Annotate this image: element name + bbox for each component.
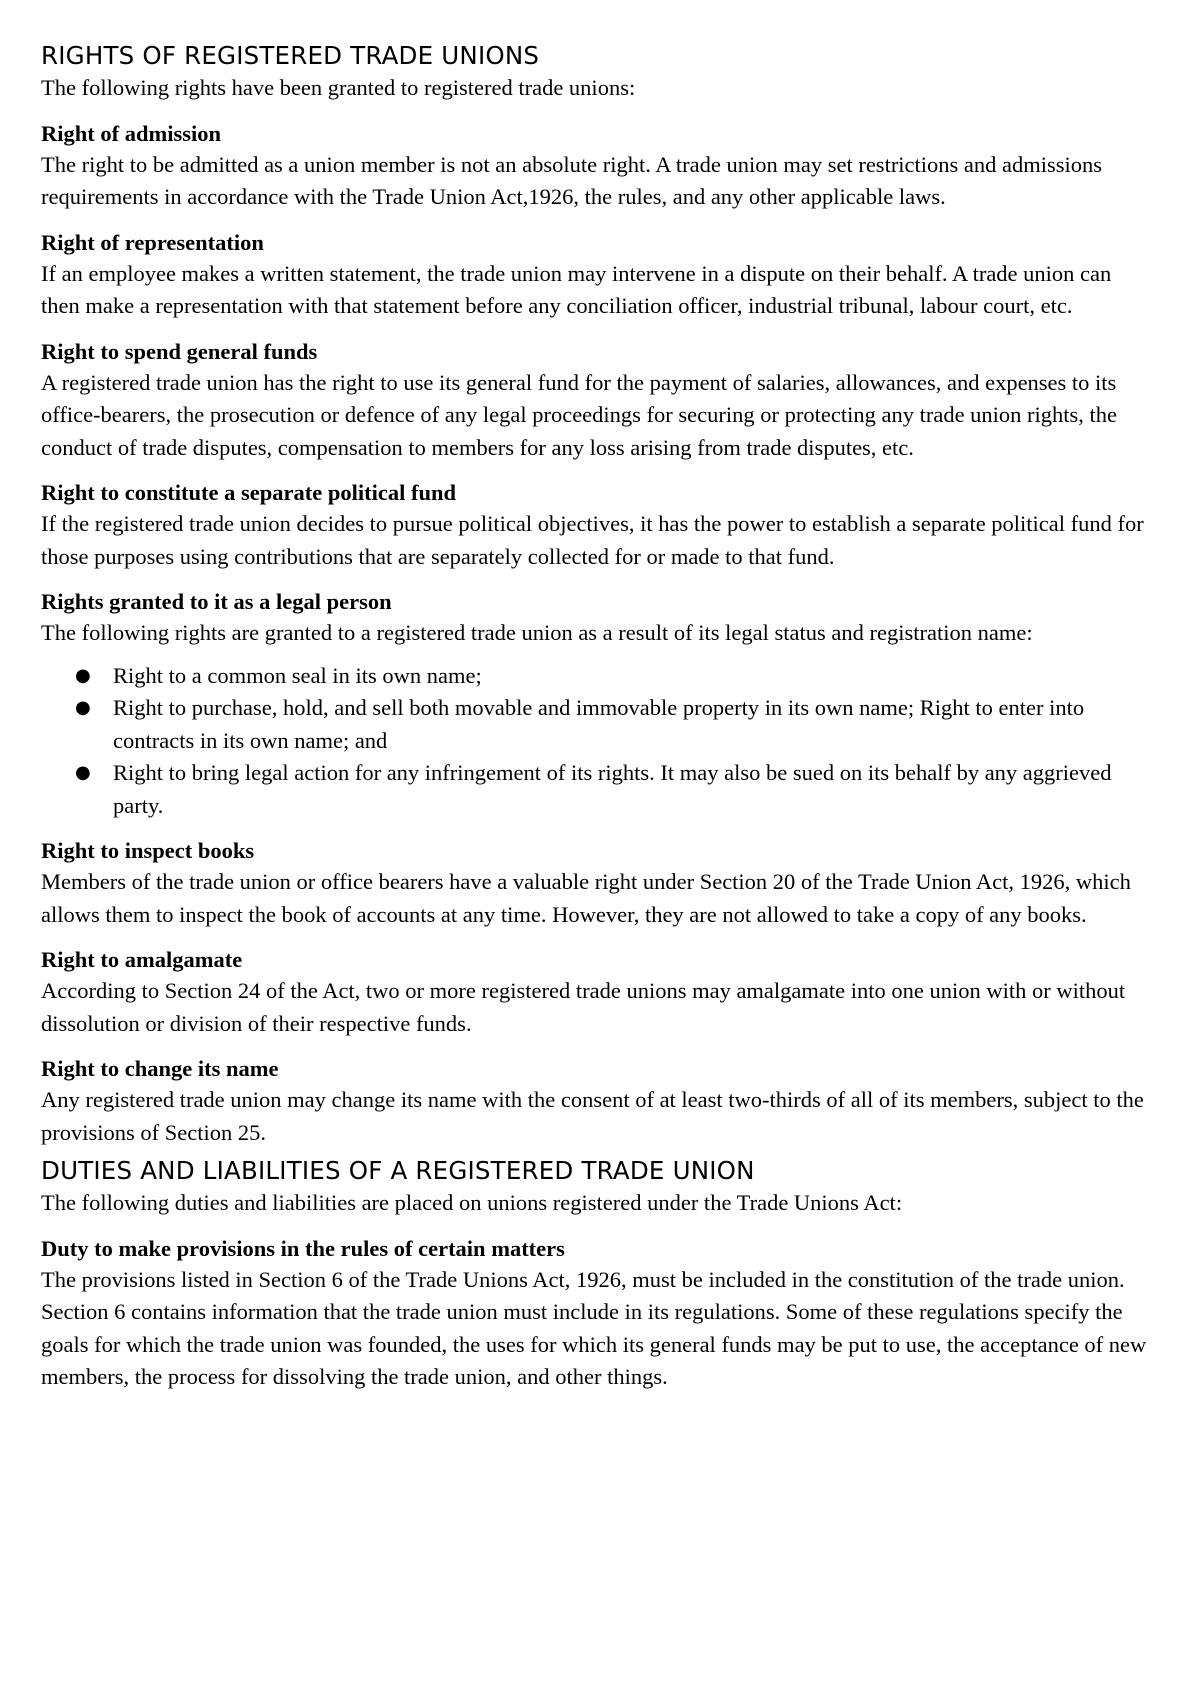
subsection-heading: Right to change its name	[41, 1056, 279, 1081]
subsection-heading: Right to spend general funds	[41, 338, 318, 364]
right-to-spend-general-funds	[41, 337, 1150, 465]
list-item-text: Right to a common seal in its own name;	[113, 662, 482, 688]
rights-intro: The following rights have been granted to registered trade unions:	[41, 75, 636, 100]
bullet-list	[41, 660, 1150, 823]
list-item	[41, 660, 1150, 693]
subsection-heading: Rights granted to it as a legal person	[41, 589, 392, 614]
subsection-heading: Right of representation	[41, 229, 264, 255]
duties-section-title: DUTIES AND LIABILITIES OF A REGISTERED TRADE UNION	[41, 1156, 755, 1185]
subsection-text: If an employee makes a written statement, the trade union may intervene in a dispute on their behalf. A trade union can then make a representation with that statement before any conciliation officer, industrial tribunal, labour court, etc.	[41, 260, 1112, 318]
subsection-heading: Duty to make provisions in the rules of certain matters	[41, 1235, 565, 1261]
right-to-amalgamate	[41, 945, 1150, 1040]
subsection-text: According to Section 24 of the Act, two or more registered trade unions may amalgamate into one union with or without dissolution or division of their respective funds.	[41, 978, 1126, 1036]
subsection-text: Members of the trade union or office bearers have a valuable right under Section 20 of the Trade Union Act, 1926, which allows them to inspect the book of accounts at any time. However, they are not allowed to take a copy of any books.	[41, 869, 1131, 927]
subsection-text: The following rights are granted to a registered trade union as a result of its legal status and registration name:	[41, 620, 1033, 645]
duty-to-make-provisions	[41, 1234, 1150, 1394]
duties-intro: The following duties and liabilities are placed on unions registered under the Trade Unions Act:	[41, 1190, 903, 1215]
subsection-text: If the registered trade union decides to pursue political objectives, it has the power to establish a separate political fund for those purposes using contributions that are separately collected for or made to that fund.	[41, 511, 1144, 569]
bullet-icon: ●	[75, 762, 91, 783]
subsection-heading: Right to amalgamate	[41, 947, 243, 972]
right-of-admission	[41, 119, 1150, 214]
list-item-text: Right to bring legal action for any infringement of its rights. It may also be sued on its behalf by any aggrieved party.	[113, 760, 1112, 818]
right-of-representation	[41, 228, 1150, 323]
right-to-inspect-books	[41, 836, 1150, 931]
right-to-political-fund	[41, 478, 1150, 573]
subsection-text: A registered trade union has the right to use its general fund for the payment of salaries, allowances, and expenses to its office-bearers, the prosecution or defence of any legal proceedings for securing or protecting any trade union rights, the conduct of trade disputes, compensation to members for any loss arising from trade disputes, etc.	[41, 369, 1118, 460]
subsection-text: Any registered trade union may change its name with the consent of at least two-thirds of all of its members, subject to the provisions of Section 25.	[41, 1087, 1144, 1145]
subsection-text: The provisions listed in Section 6 of the Trade Unions Act, 1926, must be included in the constitution of the trade union. Section 6 contains information that the trade union must include in its regulations. Some of these regulations specify the goals for which the trade union was founded, the uses for which its general funds may be put to use, the acceptance of new members, the process for dissolving the trade union, and other things.	[41, 1266, 1147, 1389]
subsection-heading: Right of admission	[41, 120, 222, 146]
subsection-heading: Right to inspect books	[41, 838, 255, 863]
subsection-heading: Right to constitute a separate political fund	[41, 480, 456, 505]
right-to-change-name	[41, 1054, 1150, 1149]
rights-section-title: RIGHTS OF REGISTERED TRADE UNIONS	[41, 41, 540, 70]
subsection-text: The right to be admitted as a union member is not an absolute right. A trade union may set restrictions and admissions requirements in accordance with the Trade Union Act,1926, the rules, and any other applicable laws.	[41, 151, 1103, 209]
rights-as-legal-person	[41, 587, 1150, 822]
list-item-text: Right to purchase, hold, and sell both movable and immovable property in its own name; Right to enter into contracts in its own name; and	[113, 695, 1085, 753]
list-item	[41, 692, 1150, 757]
list-item	[41, 757, 1150, 822]
bullet-icon: ●	[75, 664, 91, 686]
bullet-icon: ●	[75, 697, 91, 718]
